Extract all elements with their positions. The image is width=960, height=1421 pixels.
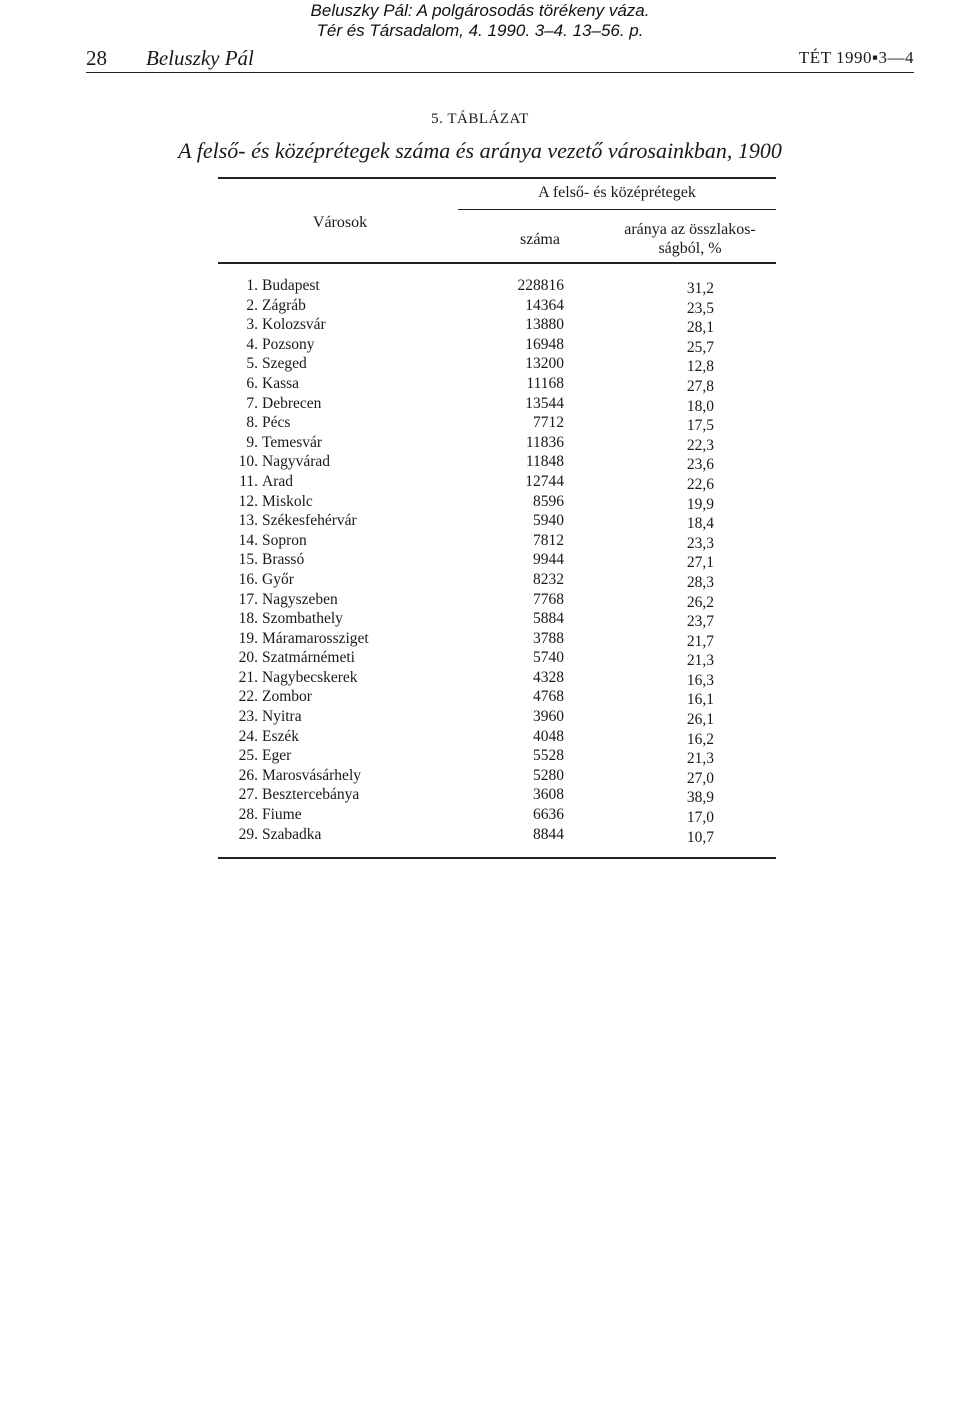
row-ratio: 18,4 [686,515,714,533]
row-city: Zágráb [262,296,306,314]
table-row [218,649,776,669]
column-group-rule [458,209,776,210]
table-top-rule [218,177,776,179]
table-row [218,806,776,826]
row-count: 14364 [525,296,564,314]
row-number: 13. [238,512,258,530]
row-count: 228816 [517,277,564,294]
table-title: A felső- és középrétegek száma és aránya vezető városainkban, 1900 [178,138,782,163]
row-number: 12. [238,492,258,510]
row-count: 11168 [526,374,564,392]
table-row [218,355,776,375]
row-number: 7. [246,394,258,412]
row-ratio: 27,0 [686,769,714,787]
table-bottom-rule [218,857,776,859]
row-number: 17. [238,590,258,608]
running-head [86,46,914,73]
row-ratio: 27,1 [686,554,714,572]
row-number: 2. [246,296,258,314]
row-city: Marosvásárhely [262,766,361,784]
row-count: 12744 [525,472,564,490]
row-number: 24. [238,727,258,745]
row-number: 14. [238,531,258,549]
row-city: Nagyszeben [262,590,338,608]
row-number: 25. [238,747,258,765]
table-row [218,277,776,297]
row-count: 8596 [533,492,564,510]
row-city: Győr [262,570,294,588]
source-citation-line-1: Beluszky Pál: A polgárosodás törékeny váza. [310,1,650,20]
table-row [218,493,776,513]
table-row [218,316,776,336]
row-number: 19. [238,629,258,647]
row-city: Sopron [262,531,307,549]
row-city: Szeged [262,355,307,373]
table-row [218,434,776,454]
row-city: Nagybecskerek [262,668,358,686]
row-ratio: 16,2 [686,730,714,748]
row-count: 5528 [533,747,564,765]
row-city: Miskolc [262,492,313,510]
row-count: 13200 [525,355,564,373]
table-row [218,414,776,434]
row-count: 6636 [533,806,564,824]
row-number: 5. [246,355,258,373]
row-city: Budapest [262,277,320,294]
row-count: 7812 [533,531,564,549]
row-city: Szombathely [262,610,343,628]
row-count: 16948 [525,335,564,353]
row-number: 11. [239,472,258,490]
row-ratio: 22,6 [686,475,714,493]
table-row [218,532,776,552]
row-number: 20. [238,649,258,667]
row-ratio: 38,9 [686,789,714,807]
row-count: 11848 [525,453,564,471]
source-citation-line-2: Tér és Társadalom, 4. 1990. 3–4. 13–56. p. [316,21,644,40]
row-ratio: 28,1 [686,319,714,337]
table-row [218,610,776,630]
row-number: 21. [238,668,258,686]
row-city: Szatmárnémeti [262,649,355,667]
row-city: Zombor [262,688,312,706]
row-number: 3. [246,316,258,334]
row-count: 3788 [533,629,564,647]
table-row [218,747,776,767]
row-city: Debrecen [262,394,322,412]
row-city: Arad [262,472,293,490]
table-row [218,375,776,395]
row-count: 5740 [533,649,564,667]
table-row [218,826,776,846]
table-number: 5. TÁBLÁZAT [431,111,529,127]
running-head-journal: TÉT 1990▪3—4 [798,48,914,67]
row-ratio: 26,1 [686,711,714,729]
row-ratio: 23,3 [686,534,714,552]
row-ratio: 17,5 [686,417,714,435]
row-ratio: 21,3 [686,652,714,670]
row-count: 3960 [533,708,564,726]
row-number: 22. [238,688,258,706]
row-number: 4. [246,335,258,353]
row-count: 5940 [533,512,564,530]
row-number: 15. [238,551,258,569]
row-number: 8. [246,414,258,432]
row-number: 16. [238,570,258,588]
page-number: 28 [86,46,107,70]
row-ratio: 19,9 [686,495,714,513]
row-count: 3608 [533,786,564,804]
table-row [218,630,776,650]
row-ratio: 10,7 [686,828,714,846]
row-ratio: 16,3 [686,671,714,689]
table-row [218,551,776,571]
table-row [218,728,776,748]
row-count: 7768 [533,590,564,608]
row-count: 7712 [533,414,564,432]
row-count: 5884 [533,610,564,628]
row-city: Besztercebánya [262,786,360,804]
row-count: 13544 [525,394,564,412]
table-row [218,453,776,473]
row-city: Brassó [262,551,305,569]
row-number: 26. [238,766,258,784]
row-city: Pécs [262,414,291,432]
header-cities: Városok [312,214,368,231]
table-header-rule [218,262,776,264]
row-number: 27. [238,786,258,804]
header-count: száma [520,231,560,248]
row-count: 13880 [525,316,564,334]
row-ratio: 26,2 [686,593,714,611]
row-number: 23. [238,708,258,726]
row-ratio: 22,3 [686,436,714,454]
row-city: Pozsony [262,335,315,353]
row-count: 8232 [533,570,564,588]
row-number: 10. [238,453,258,471]
row-count: 4048 [533,727,564,745]
row-city: Fiume [262,806,302,824]
row-number: 6. [246,374,258,392]
table-row [218,512,776,532]
table-body [218,277,776,845]
table-row [218,786,776,806]
table-row [218,571,776,591]
row-number: 1. [246,277,258,294]
row-ratio: 21,7 [686,632,714,650]
row-count: 11836 [525,433,564,451]
row-city: Temesvár [262,433,323,451]
row-count: 9944 [533,551,564,569]
header-ratio: aránya az összlakos- ságból, % [624,221,756,257]
running-head-author: Beluszky Pál [146,46,254,70]
row-ratio: 18,0 [686,397,714,415]
row-ratio: 17,0 [686,809,714,827]
row-ratio: 28,3 [686,573,714,591]
row-number: 28. [238,806,258,824]
row-ratio: 21,3 [686,750,714,768]
table-row [218,708,776,728]
table-row [218,591,776,611]
row-ratio: 31,2 [686,280,714,297]
table-row [218,297,776,317]
row-city: Nagyvárad [262,453,330,471]
row-city: Székesfehérvár [262,512,357,530]
row-count: 4768 [533,688,564,706]
row-city: Szabadka [262,825,322,843]
row-number: 9. [246,433,258,451]
row-city: Kolozsvár [262,316,326,334]
row-count: 5280 [533,766,564,784]
row-number: 29. [238,825,258,843]
row-city: Nyitra [262,708,302,726]
row-ratio: 25,7 [686,338,714,356]
table-row [218,395,776,415]
row-ratio: 12,8 [686,358,714,376]
row-city: Máramarossziget [262,629,369,647]
table-row [218,473,776,493]
row-city: Eger [262,747,292,765]
table-row [218,336,776,356]
row-number: 18. [238,610,258,628]
row-city: Eszék [262,727,300,745]
row-ratio: 16,1 [686,691,714,709]
table-row [218,669,776,689]
table-row [218,688,776,708]
row-ratio: 23,7 [686,613,714,631]
row-ratio: 27,8 [686,377,714,395]
row-city: Kassa [262,374,300,392]
header-group: A felső- és középrétegek [538,184,696,201]
row-ratio: 23,5 [686,299,714,317]
row-ratio: 23,6 [686,456,714,474]
table-row [218,767,776,787]
row-count: 4328 [533,668,564,686]
row-count: 8844 [533,825,564,843]
